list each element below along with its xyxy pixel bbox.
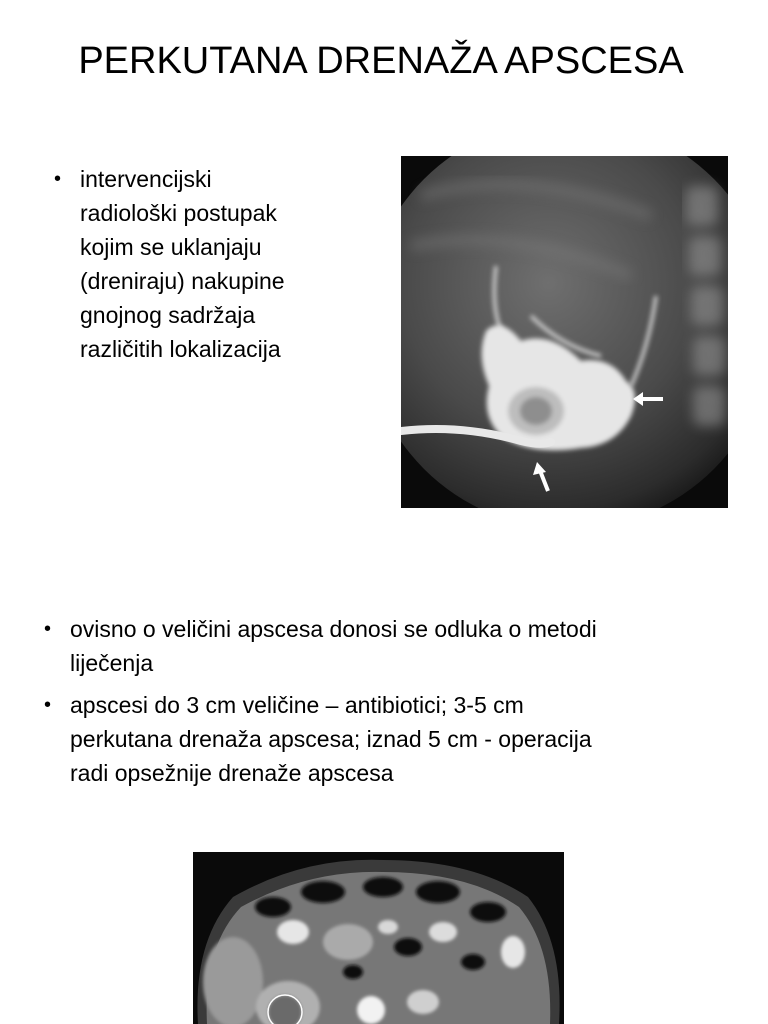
list-item — [42, 688, 732, 790]
bullet-dot-icon: • — [54, 168, 62, 190]
bullet-line: gnojnog sadržaja — [80, 302, 256, 328]
bullet-dot-icon: • — [44, 618, 52, 640]
ct-scan-image — [193, 852, 564, 1024]
bullet-line: različitih lokalizacija — [80, 336, 281, 362]
bullet-line: liječenja — [70, 650, 154, 676]
xray-illustration — [401, 156, 728, 508]
list-item — [42, 612, 732, 680]
bottom-bullet-list — [42, 612, 732, 798]
bullet-line: kojim se uklanjaju — [80, 234, 262, 260]
xray-image — [401, 156, 728, 508]
bullet-line: radiološki postupak — [80, 200, 277, 226]
bullet-line: apscesi do 3 cm veličine – antibiotici; 3-5 cm — [70, 692, 524, 718]
slide-title: PERKUTANA DRENAŽA APSCESA — [78, 40, 684, 82]
ct-illustration — [193, 852, 564, 1024]
list-item — [52, 162, 352, 366]
bullet-dot-icon: • — [44, 694, 52, 716]
bullet-line: (dreniraju) nakupine — [80, 268, 285, 294]
bullet-line: radi opsežnije drenaže apscesa — [70, 760, 394, 786]
top-bullet-list — [52, 162, 352, 366]
bullet-line: perkutana drenaža apscesa; iznad 5 cm - operacija — [70, 726, 592, 752]
bullet-line: ovisno o veličini apscesa donosi se odluka o metodi — [70, 616, 597, 642]
bullet-line: intervencijski — [80, 166, 212, 192]
